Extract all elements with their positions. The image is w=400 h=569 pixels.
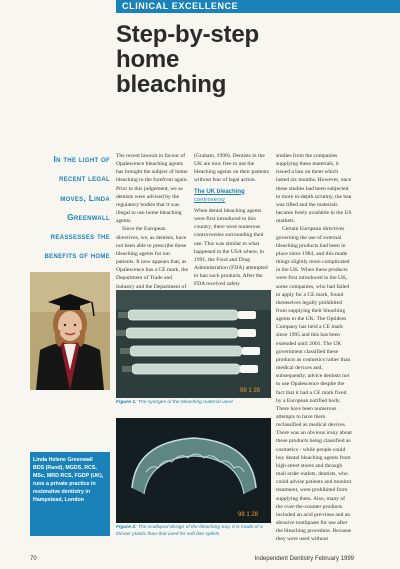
paragraph: Certain European directives governing the use of external bleaching products had been in place since 1984, and this made things slightly more complicated in the UK. When these products were first introduced to the UK, some companies, who had failed to apply for a CE mark, found themselves legally prohibited from supplying their bleaching agents to the UK. The Optident Company has held a CE mark since 1995 and this has been extended until 2001. The UK government classified these products as cosmetics rather than medical devices and, subsequently, advice dentists not to use Opalescence despite the fact that it had a CE mark fixed by a European notified body. There have been numerous attempts to have them reclassified as medical devices. There was an obvious irony about these products being classified as cosmetics - while people could buy dental bleaching agents from high street stores and through mail order outlets, dentists, who could advise patients and monitor treatment, were prohibited from supplying them. Also, many of the over-the-counter products included an acid pre-rinse and an abrasive toothpaste for use after the bleaching procedure. Because they were used without bbox=[276, 226, 352, 543]
author-portrait-image bbox=[30, 272, 110, 390]
subheading: The UK bleaching bbox=[194, 188, 245, 195]
syringes-photo bbox=[116, 290, 271, 398]
caption-text: The syringes of the bleaching material used bbox=[138, 400, 233, 405]
title-line-2: home bleaching bbox=[116, 46, 227, 98]
author-photo bbox=[30, 272, 110, 390]
subheading-continued: controversy bbox=[194, 196, 226, 203]
article-title bbox=[116, 22, 286, 97]
standfirst-line: moves, Linda bbox=[60, 192, 110, 203]
figure-1-syringes-image bbox=[116, 290, 271, 398]
figure-2-caption bbox=[116, 525, 271, 539]
body-column-1 bbox=[116, 152, 189, 290]
caption-text: The scalloped design of the bleaching tray. It is made of a thinner plastic than that used for soft bite splints bbox=[116, 525, 263, 537]
standfirst-line: benefits of home bbox=[44, 250, 110, 261]
author-credentials: BDS (Rand), MGDS, RCS, MSc, MRD RCS, FGDP (UK), runs a private practice in restorative dentistry in Hampstead, London bbox=[33, 465, 104, 504]
standfirst-line: In the light of bbox=[53, 154, 110, 164]
page-number: 70 bbox=[30, 556, 37, 562]
photo-date-stamp: 98 1 28 bbox=[238, 512, 259, 518]
author-name: Linda Helene Greenwall bbox=[33, 457, 93, 463]
publication-footer: Independent Dentistry February 1999 bbox=[254, 556, 354, 562]
standfirst-line: reassesses the bbox=[50, 231, 110, 242]
caption-label: Figure 1: bbox=[116, 400, 137, 405]
paragraph: (Graham, 1998). Dentists in the UK are now free to use the bleaching agents on their patients without fear of legal action. bbox=[194, 153, 269, 184]
standfirst-line: recent legal bbox=[59, 173, 110, 184]
paragraph: The recent lawsuit in favour of Opalescence bleaching agents has brought the subject of home bleaching to the forefront again. Prior to this judgement, we as dentists were advised by the regulatory bodies that it was illegal to use home bleaching agents. bbox=[116, 153, 188, 225]
figure-2-tray-image bbox=[116, 418, 271, 523]
body-column-3 bbox=[276, 152, 352, 550]
photo-date-stamp: 98 1 28 bbox=[240, 388, 261, 394]
title-line-1: Step-by-step bbox=[116, 21, 259, 48]
section-header bbox=[116, 0, 400, 13]
caption-label: Figure 2: bbox=[116, 525, 137, 530]
figure-1-caption bbox=[116, 400, 271, 412]
standfirst-line: Greenwall bbox=[67, 211, 110, 222]
paragraph: studies from the companies supplying these materials, it issued a ban on them which lasted six months. However, once these studies had been subjected to more in-depth scrutiny, the ban was lifted and the materials became freely available in the US markets. bbox=[276, 153, 352, 225]
bleaching-tray-photo bbox=[116, 418, 271, 523]
author-bio bbox=[30, 452, 110, 536]
section-label: CLINICAL EXCELLENCE bbox=[122, 1, 239, 11]
paragraph: Since the European directives, we, as dentists, have not been able to prescribe these bleaching agents for our patients. It now appears that, as Opalescence has a CE mark, the Department of Trade and Industry and the Department of bbox=[116, 226, 189, 290]
body-column-2 bbox=[194, 152, 270, 288]
paragraph: When dental bleaching agents were first introduced to this country, there were numerous controversies surrounding their use. This was similar to what happened in the USA where, in 1991, the Food and Drug Administration (FDA) attempted to ban such products. After the FDA received safety bbox=[194, 207, 268, 288]
